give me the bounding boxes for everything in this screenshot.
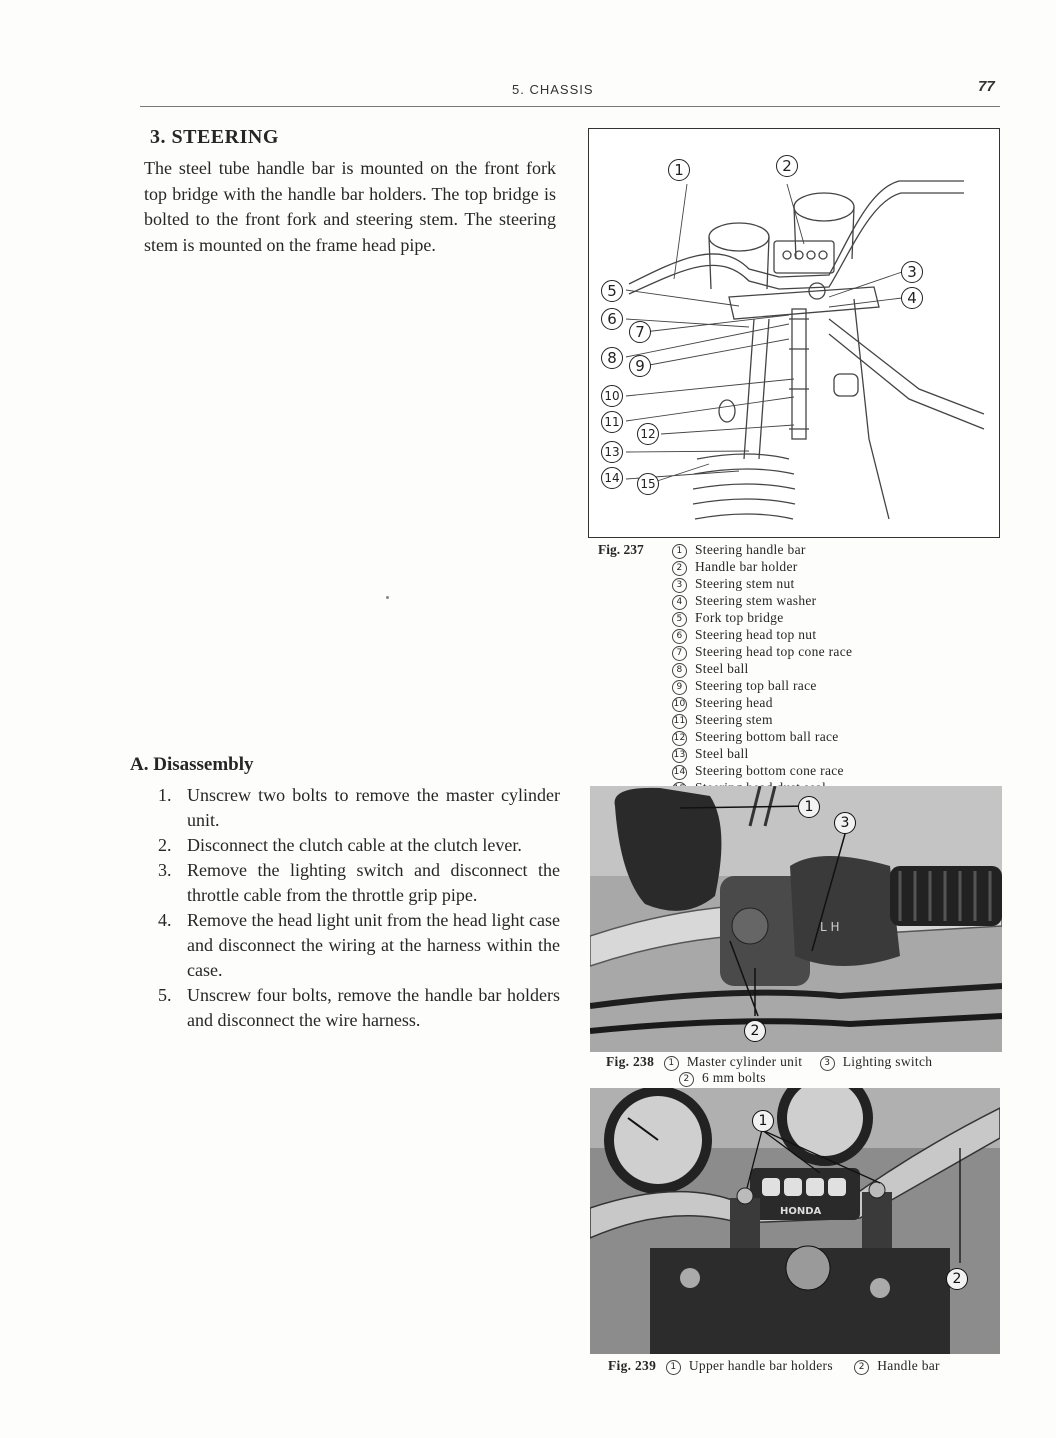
callout-15: 15 <box>637 473 659 495</box>
page-number: 77 <box>978 78 995 95</box>
step-number: 4. <box>158 910 172 930</box>
legend-number: 11 <box>672 714 687 729</box>
callout-12: 12 <box>637 423 659 445</box>
legend-text: Handle bar holder <box>695 559 798 574</box>
list-item <box>672 542 852 559</box>
photo238-callout-3: 3 <box>834 812 856 834</box>
callout-11: 11 <box>601 411 623 433</box>
legend-number: 4 <box>672 595 687 610</box>
list-item <box>672 610 852 627</box>
legend-text: Steering head <box>695 695 773 710</box>
legend-text: Steering bottom cone race <box>695 763 844 778</box>
legend-number: 1 <box>666 1360 681 1375</box>
callout-10: 10 <box>601 385 623 407</box>
figure-label: Fig. 237 <box>598 542 644 557</box>
legend-text: Steering head top cone race <box>695 644 853 659</box>
legend-text: Fork top bridge <box>695 610 784 625</box>
legend-number: 6 <box>672 629 687 644</box>
list-item <box>672 661 852 678</box>
photo239-callout-2: 2 <box>946 1268 968 1290</box>
list-item <box>672 695 852 712</box>
legend-text: Steering handle bar <box>695 542 806 557</box>
section-body: The steel tube handle bar is mounted on the front fork top bridge with the handle bar holders. The top bridge is bolted to the front fork and steering stem. The steering stem is mounted on the frame head pipe. <box>144 158 556 255</box>
legend-text: Steering stem washer <box>695 593 817 608</box>
legend-number: 12 <box>672 731 687 746</box>
figure-label: Fig. 239 <box>608 1358 657 1373</box>
legend-number: 8 <box>672 663 687 678</box>
legend-number: 13 <box>672 748 687 763</box>
legend-number: 9 <box>672 680 687 695</box>
subsection-title: A. Disassembly <box>130 754 254 775</box>
legend-number: 1 <box>664 1056 679 1071</box>
panel-brand-text: HONDA <box>780 1206 822 1217</box>
step-text: Remove the lighting switch and disconnect the throttle cable from the throttle grip pipe. <box>187 860 560 905</box>
figure-238-photo <box>590 786 1002 1052</box>
step-number: 5. <box>158 985 172 1005</box>
legend-text: Steering top ball race <box>695 678 817 693</box>
callout-6: 6 <box>601 308 623 330</box>
callout-3: 3 <box>901 261 923 283</box>
legend-text: Steel ball <box>695 661 749 676</box>
legend-number: 2 <box>672 561 687 576</box>
figure-239-caption <box>608 1358 940 1375</box>
list-item <box>672 678 852 695</box>
list-item <box>672 627 852 644</box>
photo238-callout-1: 1 <box>798 796 820 818</box>
callout-4: 4 <box>901 287 923 309</box>
callout-7: 7 <box>629 321 651 343</box>
callout-14: 14 <box>601 467 623 489</box>
callout-13: 13 <box>601 441 623 463</box>
legend-number: 14 <box>672 765 687 780</box>
step-number: 1. <box>158 785 172 805</box>
callout-9: 9 <box>629 355 651 377</box>
legend-number: 3 <box>820 1056 835 1071</box>
list-item <box>672 593 852 610</box>
svg-text:L H: L H <box>820 920 840 934</box>
handlebar-controls-photo <box>590 786 1002 1052</box>
figure-237-legend <box>672 542 852 797</box>
step-text: Disconnect the clutch cable at the clutch lever. <box>187 835 522 855</box>
list-item <box>672 576 852 593</box>
callout-8: 8 <box>601 347 623 369</box>
figure-238-caption-line-2 <box>679 1070 766 1087</box>
legend-text: Lighting switch <box>842 1054 933 1069</box>
callout-2: 2 <box>776 155 798 177</box>
legend-number: 7 <box>672 646 687 661</box>
legend-number: 3 <box>672 578 687 593</box>
photo239-callout-1: 1 <box>752 1110 774 1132</box>
list-item <box>672 559 852 576</box>
section-title: 3. STEERING <box>150 126 279 148</box>
list-item <box>672 746 852 763</box>
step-text: Unscrew two bolts to remove the master cylinder unit. <box>187 785 560 830</box>
list-item <box>150 908 560 983</box>
figure-237-caption <box>598 542 650 558</box>
step-text: Unscrew four bolts, remove the handle bar holders and disconnect the wire harness. <box>187 985 560 1030</box>
running-header-chapter: 5. CHASSIS <box>512 82 594 97</box>
handlebar-holders-photo <box>590 1088 1000 1354</box>
list-item <box>150 833 560 858</box>
header-rule <box>140 106 1000 107</box>
legend-text: Steering stem <box>695 712 773 727</box>
photo238-callout-2: 2 <box>744 1020 766 1042</box>
legend-text: Master cylinder unit <box>686 1054 803 1069</box>
list-item <box>672 644 852 661</box>
step-text: Remove the head light unit from the head light case and disconnect the wiring at the harness within the case. <box>187 910 560 980</box>
legend-number: 1 <box>672 544 687 559</box>
list-item <box>150 983 560 1033</box>
steps-list <box>150 783 560 1033</box>
list-item <box>150 858 560 908</box>
list-item <box>150 783 560 833</box>
legend-text: Steering bottom ball race <box>695 729 839 744</box>
print-speck <box>386 596 389 599</box>
figure-238-caption-line-1 <box>606 1054 932 1071</box>
list-item <box>672 763 852 780</box>
legend-text: 6 mm bolts <box>702 1070 766 1085</box>
callout-1: 1 <box>668 159 690 181</box>
step-number: 2. <box>158 835 172 855</box>
legend-number: 2 <box>854 1360 869 1375</box>
list-item <box>672 712 852 729</box>
callout-5: 5 <box>601 280 623 302</box>
figure-label: Fig. 238 <box>606 1054 655 1069</box>
step-number: 3. <box>158 860 172 880</box>
legend-text: Steering head top nut <box>695 627 817 642</box>
legend-text: Steering stem nut <box>695 576 795 591</box>
legend-text: Upper handle bar holders <box>688 1358 833 1373</box>
legend-number: 5 <box>672 612 687 627</box>
figure-239-photo <box>590 1088 1000 1354</box>
legend-number: 10 <box>672 697 687 712</box>
legend-text: Steel ball <box>695 746 749 761</box>
list-item <box>672 729 852 746</box>
legend-number: 2 <box>679 1072 694 1087</box>
legend-text: Handle bar <box>877 1358 940 1373</box>
figure-237-drawing <box>588 128 1000 538</box>
